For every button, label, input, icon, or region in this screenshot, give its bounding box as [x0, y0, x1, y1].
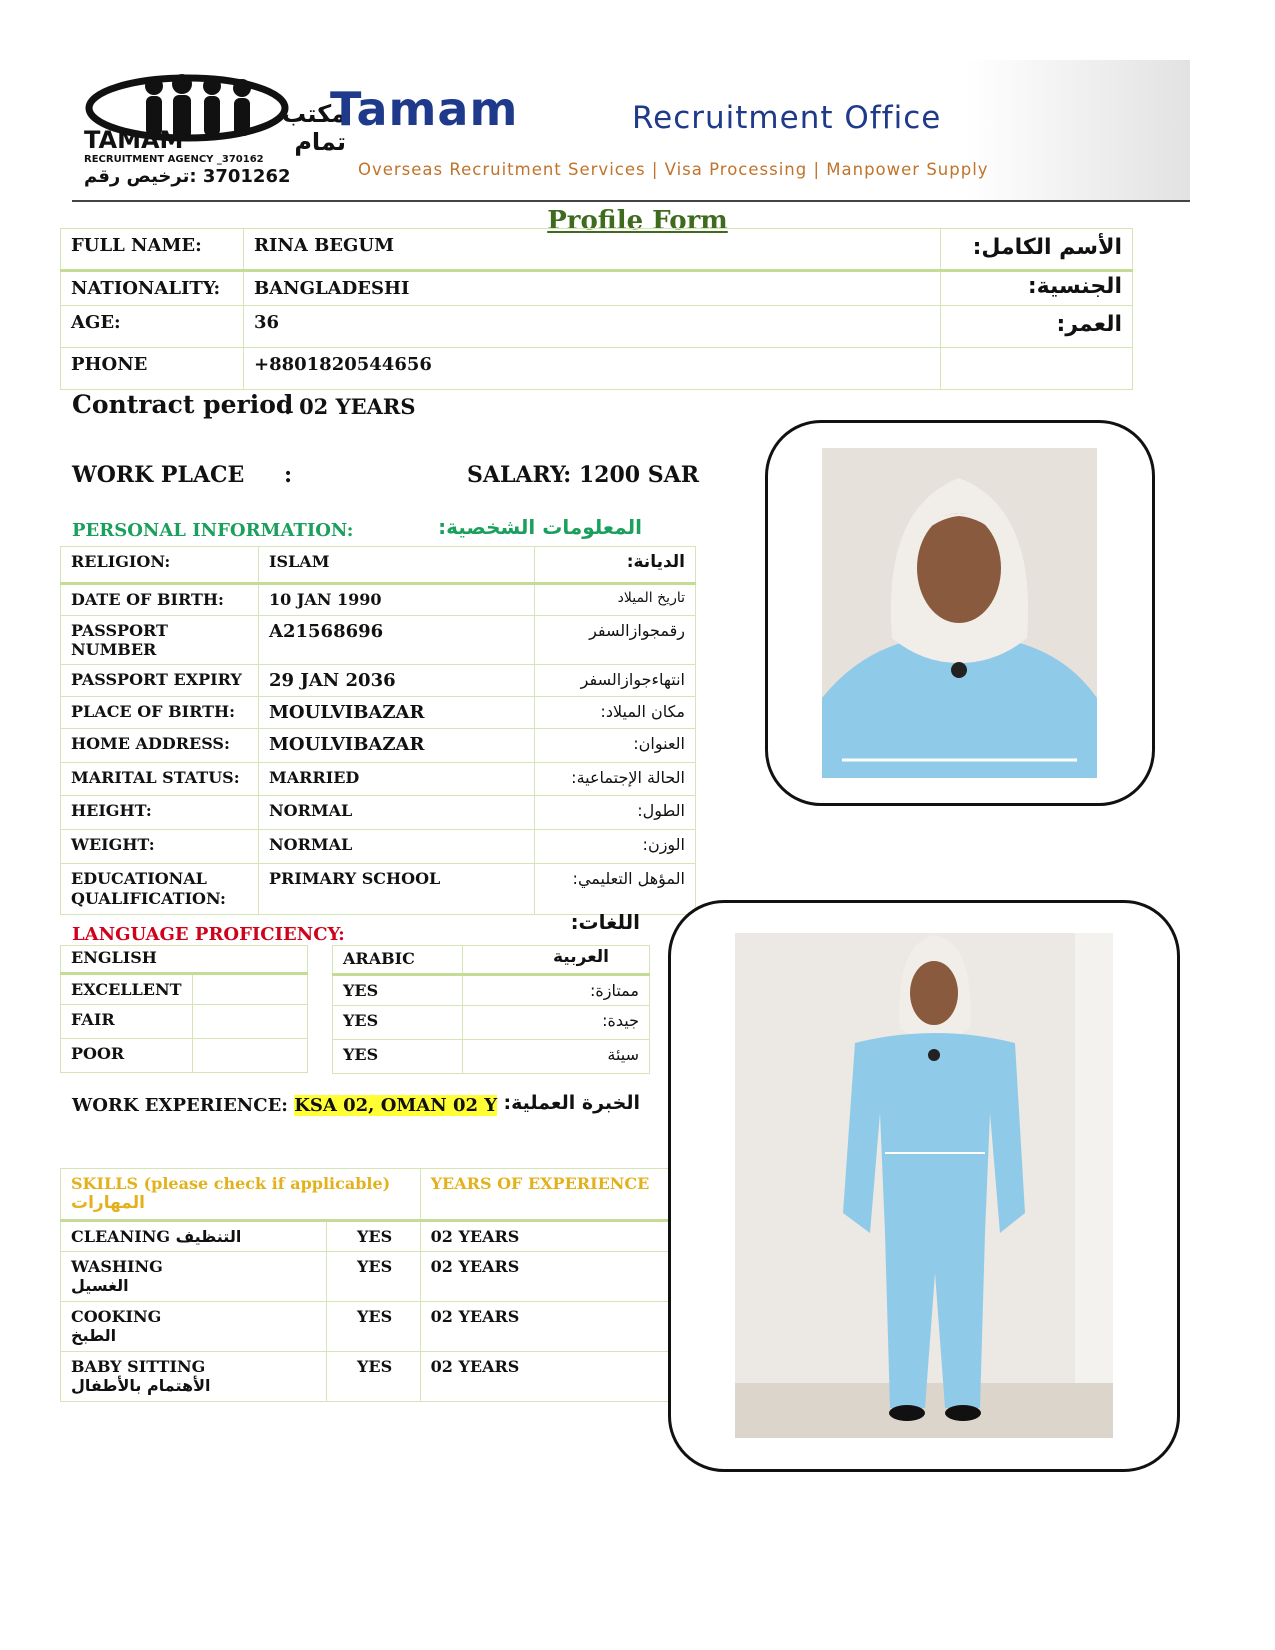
skills-header	[61, 1169, 421, 1221]
tamam-logo	[82, 68, 347, 198]
level-value	[193, 1039, 308, 1073]
full-body-photo	[735, 933, 1113, 1438]
table-row	[61, 229, 1133, 271]
level-label-ar: سيئة	[463, 1040, 650, 1074]
table-row	[61, 1169, 670, 1221]
skill-years: 02 YEARS	[420, 1302, 669, 1352]
field-value: +8801820544656	[244, 348, 941, 390]
field-label: PASSPORT EXPIRY	[61, 665, 259, 697]
table-row	[333, 946, 650, 975]
field-label-ar: الجنسية:	[941, 271, 1133, 306]
level-label: FAIR	[61, 1005, 193, 1039]
brand-name: Tamam	[330, 82, 519, 136]
field-label-ar: العمر:	[941, 306, 1133, 348]
table-row	[61, 348, 1133, 390]
table-row	[61, 796, 696, 830]
table-row	[61, 1221, 670, 1252]
work-experience-value: KSA 02, OMAN 02 Y	[294, 1095, 498, 1116]
field-value: RINA BEGUM	[244, 229, 941, 271]
table-row	[61, 1252, 670, 1302]
portrait-photo	[822, 448, 1097, 778]
skill-check: YES	[327, 1252, 421, 1302]
field-label: HEIGHT:	[61, 796, 259, 830]
skill-check: YES	[327, 1302, 421, 1352]
field-value: 29 JAN 2036	[259, 665, 535, 697]
skill-name	[61, 1252, 327, 1302]
skill-label: COOKING	[71, 1307, 162, 1326]
skill-name	[61, 1221, 327, 1252]
skill-label-ar: الأهتمام بالأطفال	[71, 1376, 211, 1395]
field-value: NORMAL	[259, 796, 535, 830]
english-header: ENGLISH	[61, 946, 308, 974]
level-value: YES	[333, 1040, 463, 1074]
brand-subtitle: Recruitment Office	[632, 100, 942, 136]
skill-years: 02 YEARS	[420, 1252, 669, 1302]
table-row	[61, 665, 696, 697]
field-value: 10 JAN 1990	[259, 584, 535, 616]
field-label-ar: الديانة:	[535, 547, 696, 584]
skill-label-ar: الطبخ	[71, 1326, 117, 1345]
skills-header-label: SKILLS (please check if applicable)	[71, 1174, 391, 1193]
field-value: MOULVIBAZAR	[259, 697, 535, 729]
field-value: PRIMARY SCHOOL	[259, 864, 535, 915]
work-place-colon: :	[284, 462, 293, 488]
skill-label-ar: الغسيل	[71, 1276, 129, 1295]
field-label-ar: العنوان:	[535, 729, 696, 763]
field-label-ar	[941, 348, 1133, 390]
table-row	[61, 1005, 308, 1039]
field-value: 36	[244, 306, 941, 348]
field-label: RELIGION:	[61, 547, 259, 584]
field-label-ar: مكان الميلاد:	[535, 697, 696, 729]
field-value: ISLAM	[259, 547, 535, 584]
field-label-ar: انتهاءجوازالسفر	[535, 665, 696, 697]
table-row	[61, 1302, 670, 1352]
field-label-ar: الأسم الكامل:	[941, 229, 1133, 271]
level-value	[193, 1005, 308, 1039]
page-title: Profile Form	[547, 206, 728, 236]
skill-label: WASHING	[71, 1257, 163, 1276]
skill-label: CLEANING	[71, 1227, 170, 1246]
skills-header-ar: المهارات	[71, 1193, 145, 1213]
field-label-ar: المؤهل التعليمي:	[535, 864, 696, 915]
language-title-ar: اللغات:	[570, 910, 640, 934]
field-label-ar: رقمجوازالسفر	[535, 616, 696, 665]
work-place-label: WORK PLACE	[72, 462, 245, 488]
skill-check: YES	[327, 1221, 421, 1252]
english-proficiency-table	[60, 945, 308, 1073]
table-row	[61, 974, 308, 1005]
table-row	[61, 763, 696, 796]
table-row	[333, 1006, 650, 1040]
skill-years: 02 YEARS	[420, 1221, 669, 1252]
table-row	[61, 697, 696, 729]
years-header: YEARS OF EXPERIENCE	[420, 1169, 669, 1221]
skills-table	[60, 1168, 670, 1402]
table-row	[61, 830, 696, 864]
table-row	[61, 547, 696, 584]
field-label: EDUCATIONAL QUALIFICATION:	[61, 864, 259, 915]
table-row	[61, 584, 696, 616]
field-value: MOULVIBAZAR	[259, 729, 535, 763]
contract-period-label: Contract period	[72, 390, 294, 419]
field-label: MARITAL STATUS:	[61, 763, 259, 796]
field-label-ar: الطول:	[535, 796, 696, 830]
skill-name	[61, 1302, 327, 1352]
level-label-ar: جيدة:	[463, 1006, 650, 1040]
field-label: HOME ADDRESS:	[61, 729, 259, 763]
personal-info-title-ar: المعلومات الشخصية:	[438, 515, 642, 539]
field-label: WEIGHT:	[61, 830, 259, 864]
field-value: BANGLADESHI	[244, 271, 941, 306]
table-row	[61, 729, 696, 763]
level-label: POOR	[61, 1039, 193, 1073]
table-row	[333, 1040, 650, 1074]
work-experience-ar: الخبرة العملية:	[503, 1092, 640, 1114]
field-label: DATE OF BIRTH:	[61, 584, 259, 616]
services-line: Overseas Recruitment Services | Visa Processing | Manpower Supply	[358, 160, 989, 179]
field-label: PLACE OF BIRTH:	[61, 697, 259, 729]
skill-years: 02 YEARS	[420, 1352, 669, 1402]
language-title: LANGUAGE PROFICIENCY:	[72, 924, 345, 945]
table-row	[61, 1039, 308, 1073]
work-experience	[72, 1095, 497, 1116]
arabic-header-ar: العربية	[463, 946, 650, 975]
level-label-ar: ممتازة:	[463, 975, 650, 1006]
level-value: YES	[333, 1006, 463, 1040]
skill-check: YES	[327, 1352, 421, 1402]
personal-info-title: PERSONAL INFORMATION:	[72, 520, 354, 541]
field-label: AGE:	[61, 306, 244, 348]
table-row	[61, 946, 308, 974]
table-row	[61, 271, 1133, 306]
work-experience-label: WORK EXPERIENCE:	[72, 1095, 288, 1116]
table-row	[61, 864, 696, 915]
field-label: FULL NAME:	[61, 229, 244, 271]
level-label: EXCELLENT	[61, 974, 193, 1005]
logo-arabic-text: مكتب تمام	[281, 100, 347, 156]
level-value	[193, 974, 308, 1005]
skill-name	[61, 1352, 327, 1402]
skill-label: BABY SITTING	[71, 1357, 206, 1376]
field-label-ar: الحالة الإجتماعية:	[535, 763, 696, 796]
logo-agency-text: RECRUITMENT AGENCY _370162	[84, 154, 264, 165]
logo-license-text: 3701262 :ترخيص رقم	[84, 166, 291, 187]
field-label: NATIONALITY:	[61, 271, 244, 306]
field-value: MARRIED	[259, 763, 535, 796]
table-row	[61, 616, 696, 665]
arabic-header: ARABIC	[333, 946, 463, 975]
salary: SALARY: 1200 SAR	[467, 462, 699, 488]
table-row	[61, 306, 1133, 348]
main-info-table	[60, 228, 1133, 390]
field-label-ar: الوزن:	[535, 830, 696, 864]
arabic-proficiency-table	[332, 945, 650, 1074]
field-label: PHONE	[61, 348, 244, 390]
level-value: YES	[333, 975, 463, 1006]
contract-period-value: : 02 YEARS	[284, 394, 416, 419]
personal-info-table	[60, 546, 696, 915]
table-row	[333, 975, 650, 1006]
field-label-ar: تاريخ الميلاد	[535, 584, 696, 616]
table-row	[61, 1352, 670, 1402]
field-value: NORMAL	[259, 830, 535, 864]
field-value: A21568696	[259, 616, 535, 665]
skill-label-ar: التنظيف	[175, 1227, 242, 1246]
logo-brand-text: TAMAM	[84, 126, 184, 154]
field-label: PASSPORT NUMBER	[61, 616, 259, 665]
